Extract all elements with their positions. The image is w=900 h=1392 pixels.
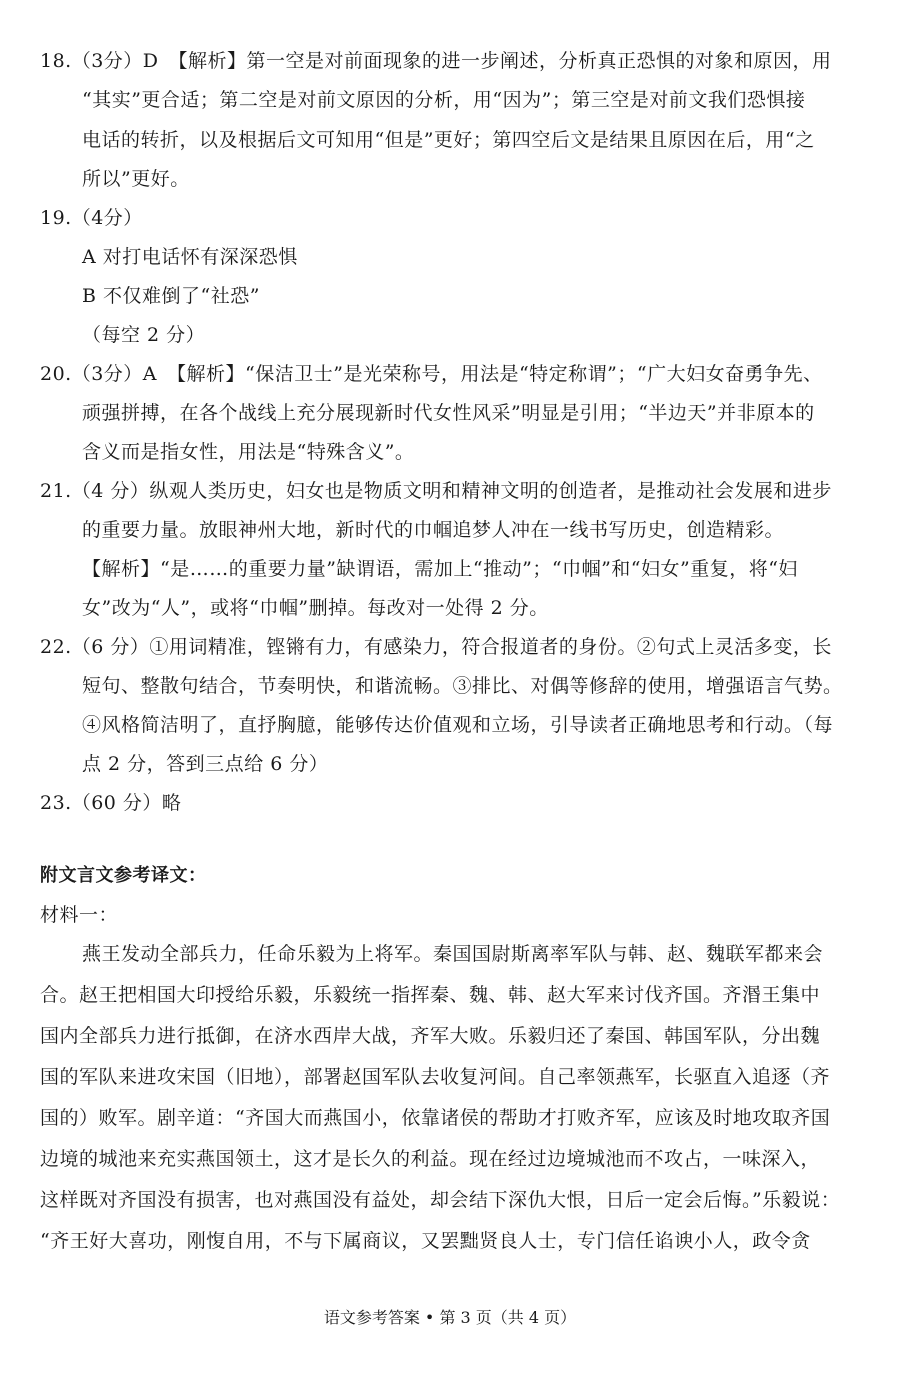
q21-analysis-1: 【解析】“是……的重要力量”缺谓语，需加上“推动”；“巾帼”和“妇女”重复，将“妇 bbox=[82, 558, 798, 580]
q19-scoring: （每空 2 分） bbox=[82, 324, 206, 346]
translation-line-8: “齐王好大喜功，刚愎自用，不与下属商议，又罢黜贤良人士，专门信任谄谀小人，政令贪 bbox=[40, 1230, 811, 1252]
translation-line-1: 燕王发动全部兵力，任命乐毅为上将军。秦国国尉斯离率军队与韩、赵、魏联军都来会 bbox=[82, 943, 824, 965]
q23-line: 23.（60 分）略 bbox=[40, 792, 182, 814]
q22-line-2: 短句、整散句结合，节奏明快，和谐流畅。③排比、对偶等修辞的使用，增强语言气势。 bbox=[82, 675, 843, 697]
material-one-label: 材料一： bbox=[40, 904, 119, 926]
q21-line-1: 21.（4 分）纵观人类历史，妇女也是物质文明和精神文明的创造者，是推动社会发展和进步 bbox=[40, 480, 832, 502]
q18-line-3: 电话的转折，以及根据后文可知用“但是”更好；第四空后文是结果且原因在后，用“之 bbox=[82, 129, 815, 151]
translation-line-2: 合。赵王把相国大印授给乐毅，乐毅统一指挥秦、魏、韩、赵大军来讨伐齐国。齐湣王集中 bbox=[40, 984, 821, 1006]
q20-line-1: 20.（3分）A 【解析】“保洁卫士”是光荣称号，用法是“特定称谓”；“广大妇女奋勇争先、 bbox=[40, 363, 823, 385]
q21-line-2: 的重要力量。放眼神州大地，新时代的巾帼追梦人冲在一线书写历史，创造精彩。 bbox=[82, 519, 785, 541]
q22-line-1: 22.（6 分）①用词精准，铿锵有力，有感染力，符合报道者的身份。②句式上灵活多变，长 bbox=[40, 636, 832, 658]
page-footer: 语文参考答案 • 第 3 页（共 4 页） bbox=[323, 1308, 577, 1327]
q19-answer-a: A 对打电话怀有深深恐惧 bbox=[82, 246, 298, 268]
translation-line-7: 这样既对齐国没有损害，也对燕国没有益处，却会结下深仇大恨，日后一定会后悔。”乐毅说： bbox=[40, 1189, 841, 1211]
q22-line-4: 点 2 分，答到三点给 6 分） bbox=[82, 753, 329, 775]
q20-line-2: 顽强拼搏，在各个战线上充分展现新时代女性风采”明显是引用；“半边天”并非原本的 bbox=[82, 402, 815, 424]
q19-heading: 19.（4分） bbox=[40, 207, 143, 229]
q19-answer-b: B 不仅难倒了“社恐” bbox=[82, 285, 260, 307]
q18-line-2: “其实”更合适；第二空是对前文原因的分析，用“因为”；第三空是对前文我们恐惧接 bbox=[82, 89, 806, 111]
q22-line-3: ④风格简洁明了，直抒胸臆，能够传达价值观和立场，引导读者正确地思考和行动。（每 bbox=[82, 714, 834, 736]
q18-line-4: 所以”更好。 bbox=[82, 168, 190, 190]
appendix-heading: 附文言文参考译文： bbox=[40, 865, 207, 886]
q18-line-1: 18.（3分）D 【解析】第一空是对前面现象的进一步阐述，分析真正恐惧的对象和原因，用 bbox=[40, 50, 832, 72]
q20-line-3: 含义而是指女性，用法是“特殊含义”。 bbox=[82, 441, 415, 463]
translation-line-4: 国的军队来进攻宋国（旧地），部署赵国军队去收复河间。自己率领燕军，长驱直入追逐（齐 bbox=[40, 1066, 831, 1088]
translation-line-6: 边境的城池来充实燕国领土，这才是长久的利益。现在经过边境城池而不攻占，一味深入， bbox=[40, 1148, 821, 1170]
translation-line-3: 国内全部兵力进行抵御，在济水西岸大战，齐军大败。乐毅归还了秦国、韩国军队，分出魏 bbox=[40, 1025, 821, 1047]
translation-line-5: 国的）败军。剧辛道：“齐国大而燕国小，依靠诸侯的帮助才打败齐军，应该及时地攻取齐国 bbox=[40, 1107, 831, 1129]
q21-analysis-2: 女”改为“人”，或将“巾帼”删掉。每改对一处得 2 分。 bbox=[82, 597, 549, 619]
